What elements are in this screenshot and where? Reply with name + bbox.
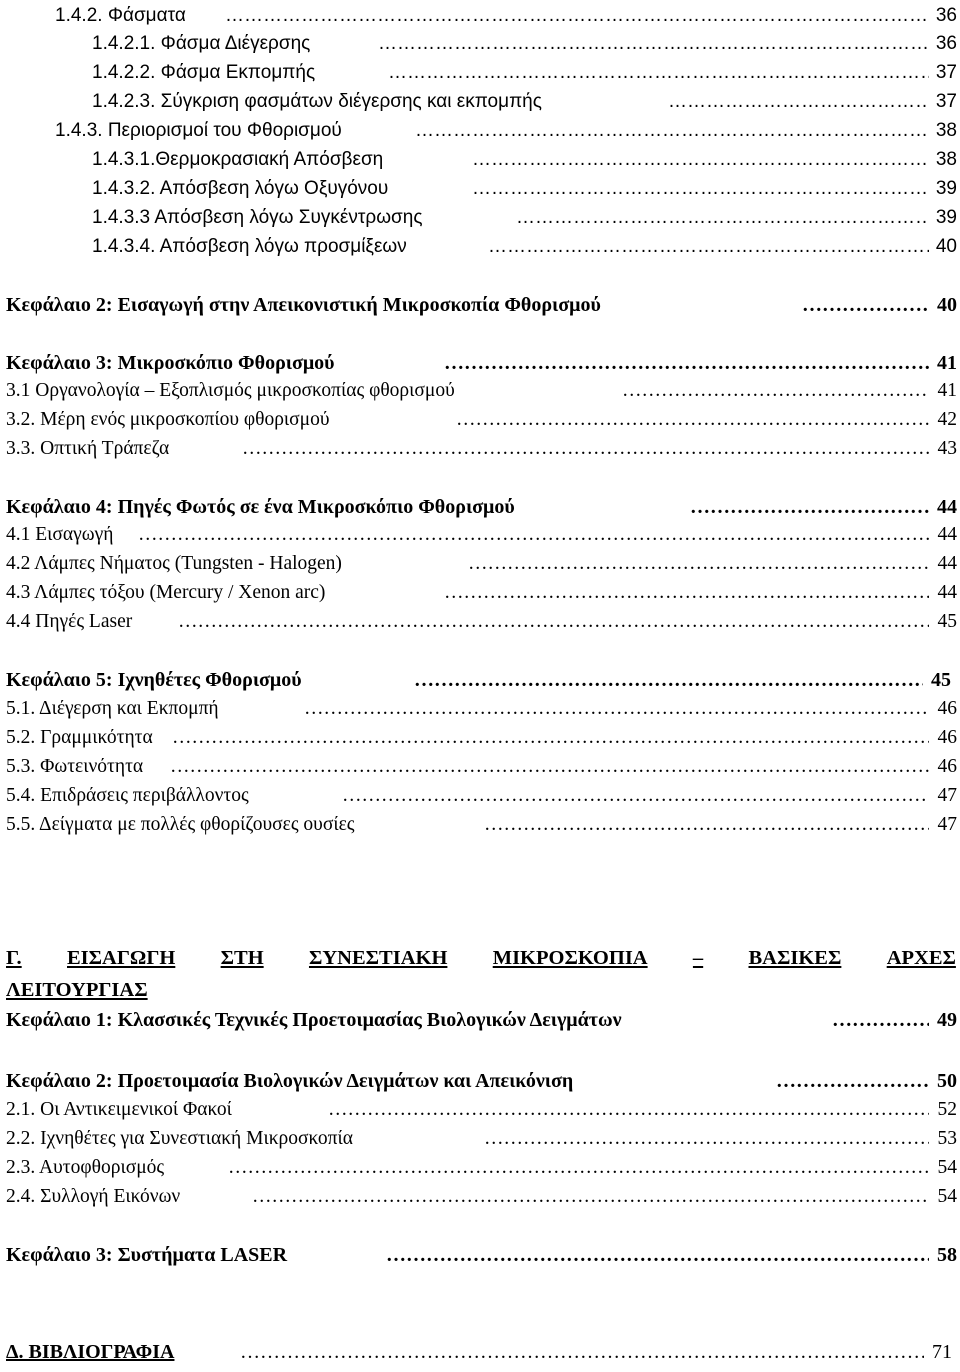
- heading-word: ΜΙΚΡΟΣΚΟΠΙΑ: [492, 947, 648, 969]
- toc-entry-title: 1.4.2.2. Φάσμα Εκπομπής: [92, 62, 316, 83]
- toc-leader-dots: [170, 752, 929, 782]
- heading-word: ΑΡΧΕΣ: [886, 947, 956, 969]
- toc-page-number: 53: [937, 1128, 957, 1149]
- toc-chapter-title: Κεφάλαιο 3: Μικροσκόπιο Φθορισμού: [6, 352, 335, 374]
- toc-page-number: 40: [935, 236, 957, 257]
- toc-page-number: 39: [935, 178, 957, 199]
- toc-entry[interactable]: [92, 87, 957, 117]
- toc-chapter-title: Κεφάλαιο 1: Κλασσικές Τεχνικές Προετοιμασίας Βιολογικών Δειγμάτων: [6, 1009, 622, 1031]
- toc-page-number: 44: [937, 582, 957, 603]
- toc-entry[interactable]: [6, 405, 957, 435]
- toc-entry[interactable]: [6, 578, 957, 608]
- toc-entry-title: 3.1 Οργανολογία – Εξοπλισμός μικροσκοπίας φθορισμού: [6, 380, 455, 401]
- toc-chapter-title: Κεφάλαιο 5: Ιχνηθέτες Φθορισμού: [6, 669, 302, 691]
- toc-page-number: 44: [937, 553, 957, 574]
- toc-entry-title: 1.4.3.1.Θερμοκρασιακή Απόσβεση: [92, 149, 384, 170]
- toc-page-number: 46: [937, 756, 957, 777]
- toc-page-number: 47: [937, 814, 957, 835]
- toc-leader-dots: [444, 578, 929, 608]
- toc-leader-dots: [172, 723, 929, 753]
- toc-leader-dots: [802, 290, 929, 320]
- toc-page-number: 38: [935, 120, 957, 141]
- toc-leader-dots: [178, 607, 929, 637]
- toc-leader-dots: [342, 781, 929, 811]
- toc-page-number: 49: [937, 1009, 957, 1031]
- toc-entry[interactable]: [6, 434, 957, 464]
- toc-entry-title: 2.1. Οι Αντικειμενικοί Φακοί: [6, 1099, 232, 1120]
- toc-leader-dots: [484, 810, 929, 840]
- toc-entry-title: 2.3. Αυτοφθορισμός: [6, 1157, 165, 1178]
- toc-leader-dots: [138, 520, 929, 550]
- toc-page-number: 41: [937, 352, 957, 374]
- toc-leader-dots: [444, 348, 929, 378]
- toc-page-number: 38: [935, 149, 957, 170]
- toc-chapter-entry[interactable]: [6, 290, 957, 320]
- toc-entry[interactable]: [92, 232, 957, 262]
- toc-page-number: 50: [937, 1070, 957, 1092]
- toc-leader-dots: [468, 549, 929, 579]
- toc-leader-dots: [240, 1337, 924, 1367]
- toc-page-number: 58: [937, 1244, 957, 1266]
- toc-entry-title: 1.4.3.4. Απόσβεση λόγω προσμίξεων: [92, 236, 407, 257]
- toc-page-number: 54: [937, 1186, 957, 1207]
- toc-page-number: 45: [931, 669, 951, 691]
- toc-leader-dots: [456, 405, 929, 435]
- toc-chapter-title: Κεφάλαιο 2: Προετοιμασία Βιολογικών Δειγμάτων και Απεικόνιση: [6, 1070, 574, 1092]
- toc-leader-dots: [378, 29, 929, 59]
- toc-entry[interactable]: [6, 1153, 957, 1183]
- heading-word: ΕΙΣΑΓΩΓΗ: [67, 947, 176, 969]
- toc-leader-dots: [488, 232, 929, 262]
- toc-entry-title: 5.2. Γραμμικότητα: [6, 727, 153, 748]
- toc-entry-title: 5.1. Διέγερση και Εκπομπή: [6, 698, 219, 719]
- toc-entry[interactable]: [92, 203, 957, 233]
- toc-entry[interactable]: [6, 810, 957, 840]
- toc-page-number: 39: [935, 207, 957, 228]
- toc-entry[interactable]: [6, 549, 957, 579]
- toc-chapter-entry[interactable]: [6, 348, 957, 378]
- toc-chapter-title: Κεφάλαιο 4: Πηγές Φωτός σε ένα Μικροσκόπιο Φθορισμού: [6, 496, 515, 518]
- toc-entry[interactable]: [92, 174, 957, 204]
- toc-entry-title: 4.4 Πηγές Laser: [6, 611, 133, 632]
- toc-entry-title: 2.2. Ιχνηθέτες για Συνεστιακή Μικροσκοπία: [6, 1128, 353, 1149]
- toc-entry-title: 2.4. Συλλογή Εικόνων: [6, 1186, 181, 1207]
- heading-word: ΒΑΣΙΚΕΣ: [748, 947, 842, 969]
- toc-entry[interactable]: [6, 1124, 957, 1154]
- toc-page-number: 42: [937, 409, 957, 430]
- toc-page-number: 47: [937, 785, 957, 806]
- section-heading-line-2: ΛΕΙΤΟΥΡΓΙΑΣ: [6, 979, 148, 1001]
- toc-entry-title: 1.4.2.3. Σύγκριση φασμάτων διέγερσης και εκπομπής: [92, 91, 542, 112]
- toc-page-number: 41: [937, 380, 957, 401]
- toc-entry[interactable]: [6, 1182, 957, 1212]
- toc-entry-title: 1.4.2.1. Φάσμα Διέγερσης: [92, 33, 311, 54]
- toc-entry[interactable]: [6, 520, 957, 550]
- toc-page-number: 37: [935, 62, 957, 83]
- toc-page-number: 54: [937, 1157, 957, 1178]
- toc-page-number: 40: [937, 294, 957, 316]
- toc-entry-title: 4.2 Λάμπες Νήματος (Tungsten - Halogen): [6, 553, 342, 574]
- heading-word: ΣΤΗ: [220, 947, 264, 969]
- toc-chapter-entry[interactable]: [6, 1240, 957, 1270]
- toc-chapter-title: Κεφάλαιο 2: Εισαγωγή στην Απεικονιστική Μικροσκοπία Φθορισμού: [6, 294, 601, 316]
- toc-chapter-entry[interactable]: [6, 1005, 957, 1035]
- toc-leader-dots: [668, 87, 929, 117]
- toc-page-number: 46: [937, 698, 957, 719]
- bibliography-title: Δ. ΒΙΒΛΙΟΓΡΑΦΙΑ: [6, 1341, 175, 1363]
- toc-leader-dots: [472, 174, 929, 204]
- toc-chapter-entry[interactable]: [6, 665, 951, 695]
- toc-entry[interactable]: [6, 376, 957, 406]
- toc-leader-dots: [776, 1066, 929, 1096]
- toc-entry-title: 5.5. Δείγματα με πολλές φθορίζουσες ουσίες: [6, 814, 355, 835]
- toc-page-number: 71: [932, 1341, 952, 1363]
- heading-word: Γ.: [6, 947, 22, 969]
- toc-entry[interactable]: [6, 607, 957, 637]
- toc-entry[interactable]: [6, 694, 957, 724]
- toc-page-number: 44: [937, 524, 957, 545]
- toc-entry-title: 1.4.3.3 Απόσβεση λόγω Συγκέντρωσης: [92, 207, 423, 228]
- toc-entry-title: 3.2. Μέρη ενός μικροσκοπίου φθορισμού: [6, 409, 330, 430]
- heading-word: ΣΥΝΕΣΤΙΑΚΗ: [308, 947, 448, 969]
- toc-leader-dots: [832, 1005, 929, 1035]
- toc-entry-title: 1.4.2. Φάσματα: [55, 5, 186, 26]
- toc-entry[interactable]: [55, 1, 957, 31]
- toc-entry[interactable]: [6, 1095, 957, 1125]
- toc-entry[interactable]: [55, 116, 957, 146]
- toc-entry-title: 5.3. Φωτεινότητα: [6, 756, 144, 777]
- section-heading-line-1: [6, 942, 956, 974]
- toc-entry-title: 4.1 Εισαγωγή: [6, 524, 114, 545]
- toc-entry-title: 5.4. Επιδράσεις περιβάλλοντος: [6, 785, 249, 806]
- toc-page-number: 37: [935, 91, 957, 112]
- toc-entry[interactable]: [92, 58, 957, 88]
- toc-leader-dots: [225, 1, 929, 31]
- toc-entry-title: 1.4.3.2. Απόσβεση λόγω Οξυγόνου: [92, 178, 389, 199]
- toc-leader-dots: [252, 1182, 929, 1212]
- toc-leader-dots: [304, 694, 929, 724]
- bibliography-entry[interactable]: [6, 1337, 952, 1367]
- toc-entry[interactable]: [6, 723, 957, 753]
- toc-entry[interactable]: [92, 29, 957, 59]
- toc-entry-title: 4.3 Λάμπες τόξου (Mercury / Xenon arc): [6, 582, 326, 603]
- toc-leader-dots: [242, 434, 929, 464]
- toc-chapter-entry[interactable]: [6, 1066, 957, 1096]
- toc-entry-title: 3.3. Οπτική Τράπεζα: [6, 438, 170, 459]
- toc-entry[interactable]: [6, 781, 957, 811]
- toc-entry-title: 1.4.3. Περιορισμοί του Φθορισμού: [55, 120, 342, 141]
- heading-word: –: [692, 947, 704, 969]
- toc-leader-dots: [415, 116, 929, 146]
- toc-page-number: 36: [935, 33, 957, 54]
- toc-page-number: 45: [937, 611, 957, 632]
- toc-leader-dots: [388, 58, 929, 88]
- toc-leader-dots: [386, 1240, 929, 1270]
- toc-entry[interactable]: [6, 752, 957, 782]
- toc-page-number: 52: [937, 1099, 957, 1120]
- toc-leader-dots: [690, 492, 929, 522]
- toc-entry[interactable]: [92, 145, 957, 175]
- toc-leader-dots: [622, 376, 929, 406]
- toc-page-number: 43: [937, 438, 957, 459]
- toc-page-number: 46: [937, 727, 957, 748]
- toc-chapter-title: Κεφάλαιο 3: Συστήματα LASER: [6, 1244, 288, 1266]
- toc-leader-dots: [414, 665, 923, 695]
- toc-page-number: 44: [937, 496, 957, 518]
- toc-leader-dots: [228, 1153, 929, 1183]
- toc-page-number: 36: [935, 5, 957, 26]
- toc-chapter-entry[interactable]: [6, 492, 957, 522]
- toc-leader-dots: [484, 1124, 929, 1154]
- section-heading[interactable]: [6, 942, 956, 1006]
- toc-leader-dots: [328, 1095, 929, 1125]
- toc-leader-dots: [472, 145, 929, 175]
- toc-leader-dots: [516, 203, 929, 233]
